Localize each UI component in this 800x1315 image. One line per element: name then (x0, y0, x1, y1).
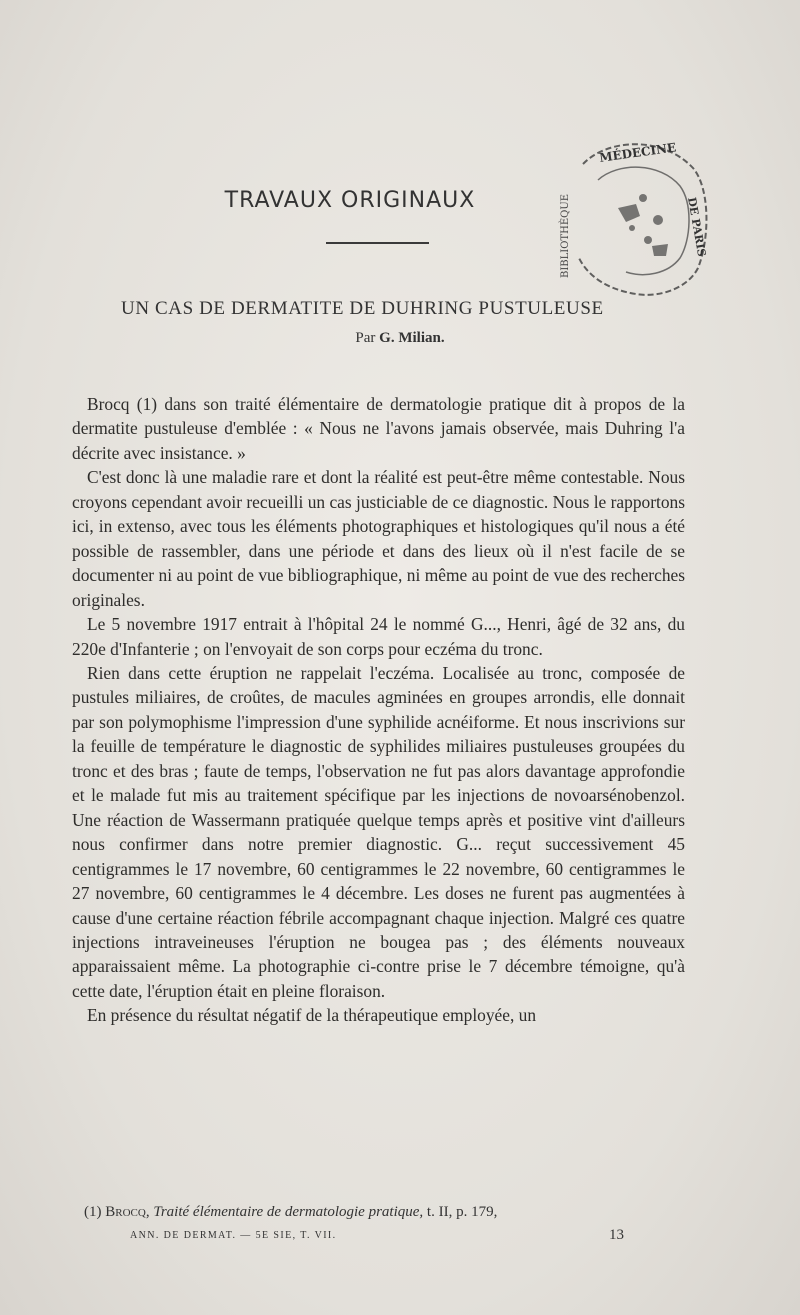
footnote (84, 1204, 684, 1221)
footnote-book: Traité élémentaire de dermatologie pratique, (153, 1204, 424, 1220)
heading-rule (326, 242, 429, 244)
footnote-ref: t. II, p. 179, (426, 1204, 498, 1220)
article-title: UN CAS DE DERMATITE DE DUHRING PUSTULEUSE (121, 298, 604, 319)
library-stamp (548, 128, 708, 318)
byline-prefix: Par (355, 330, 376, 346)
running-head: ANN. DE DERMAT. — 5E SIE, T. VII. (130, 1230, 337, 1241)
paragraph: Brocq (1) dans son traité élémentaire de dermatologie pratique dit à propos de la dermatite pustuleuse d'emblée : « Nous ne l'avons jamais observée, mais Duhring l'a décrite avec insistance. » (72, 394, 685, 463)
page-footer (130, 1228, 624, 1248)
footnote-marker: (1) (84, 1204, 102, 1220)
page-number: 13 (609, 1227, 624, 1243)
section-heading: TRAVAUX ORIGINAUX (224, 188, 476, 213)
byline (250, 330, 550, 347)
stamp-left-text: BIBLIOTHÈQUE (560, 193, 571, 278)
stamp-side-text: DE PARIS (685, 196, 708, 258)
author-name: G. Milian. (379, 330, 445, 346)
footnote-author: Brocq, (105, 1204, 150, 1220)
paragraph: C'est donc là une maladie rare et dont la réalité est peut-être même contestable. Nous croyons cependant avoir recueilli un cas justiciable de ce diagnostic. Nous le rapportons ici, in extenso, avec tous les éléments photographiques et histologiques qu'il nous a été possible de rassembler, dans une période et dans des lieux où il n'est facile de se documenter ni au point de vue bibliographique, ni même au point de vue des recherches originales. (72, 467, 685, 610)
paragraph: En présence du résultat négatif de la thérapeutique employée, un (87, 1005, 537, 1026)
body-text (72, 392, 685, 1028)
paragraph: Rien dans cette éruption ne rappelait l'eczéma. Localisée au tronc, composée de pustules miliaires, de croûtes, de macules agminées en groupes arrondis, elle donnait par son polymophisme l'impression d'une syphilide acnéiforme. Et nous inscrivions sur la feuille de température le diagnostic de syphilides miliaires pustuleuses groupées du tronc et des bras ; faute de temps, l'observation ne fut pas alors davantage approfondie et le malade fut mis au traitement spécifique par les injections de novoarsénobenzol. Une réaction de Wassermann pratiquée quelque temps après et positive vint d'ailleurs nous confirmer dans notre premier diagnostic. G... reçut successivement 45 centigrammes le 17 novembre, 60 centigrammes le 22 novembre, 60 centigrammes le 27 novembre, 60 centigrammes le 4 décembre. Les doses ne furent pas augmentées à cause d'une certaine réaction fébrile accompagnant chaque injection. Malgré ces quatre injections intraveineuses l'éruption ne bougea pas ; des éléments nouveaux apparaissaient même. La photographie ci-contre prise le 7 décembre témoigne, qu'à cette date, l'éruption était en pleine floraison. (72, 662, 685, 1001)
stamp-top-text: MÉDECINE (598, 140, 677, 165)
paragraph: Le 5 novembre 1917 entrait à l'hôpital 24 le nommé G..., Henri, âgé de 32 ans, du 220e d'Infanterie ; on l'envoyait de son corps pour eczéma du tronc. (72, 614, 685, 659)
